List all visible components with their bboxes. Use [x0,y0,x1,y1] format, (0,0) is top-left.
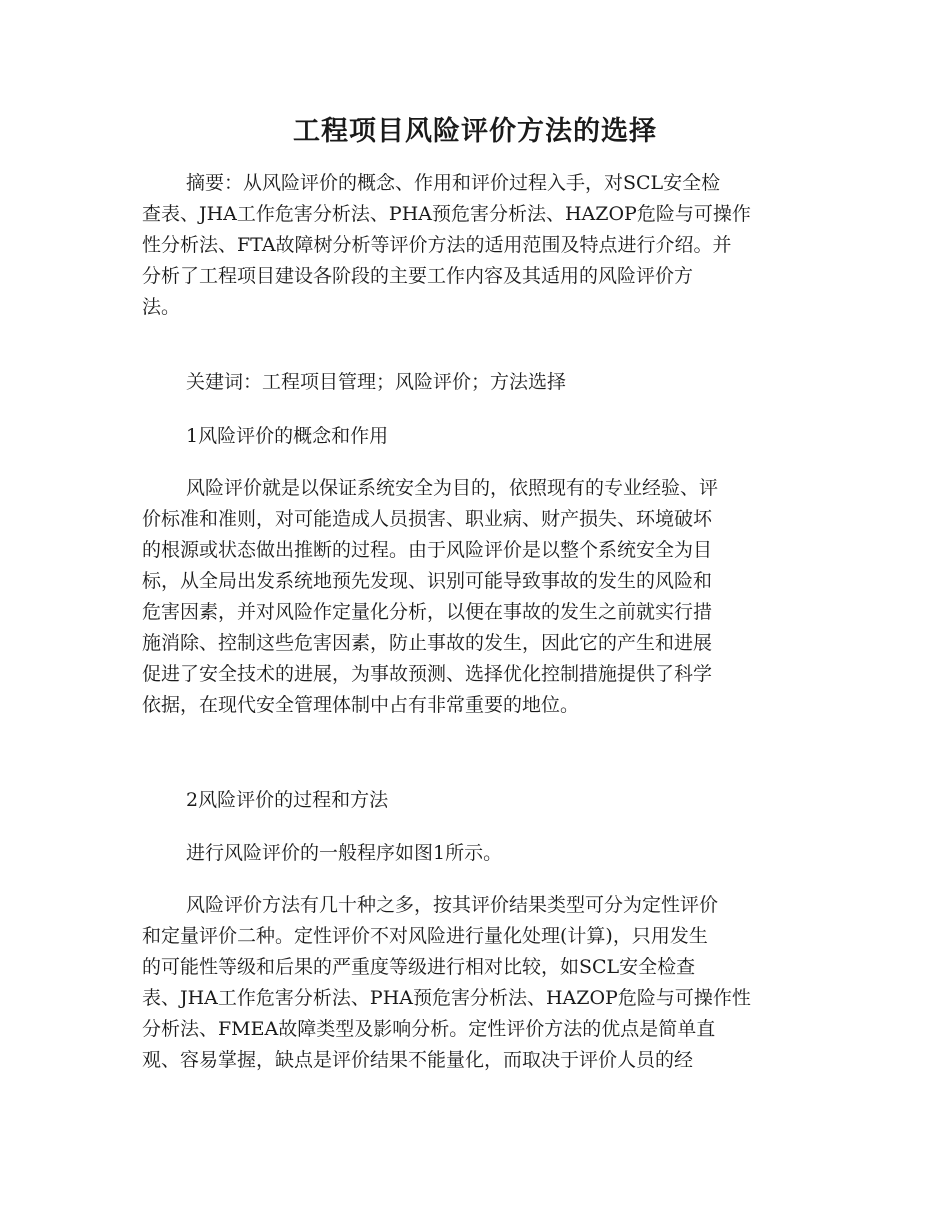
body-line: 表、JHA工作危害分析法、PHA预危害分析法、HAZOP危险与可操作性 [142,987,751,1009]
abstract-paragraph [142,168,810,323]
body-line: 风险评价方法有几十种之多，按其评价结果类型可分为定性评价 [186,894,719,916]
body-line: 施消除、控制这些危害因素，防止事故的发生，因此它的产生和进展 [142,632,713,654]
body-line: 和定量评价二种。定性评价不对风险进行量化处理(计算)，只用发生 [142,925,708,947]
section-heading-text: 2风险评价的过程和方法 [186,789,389,811]
body-line: 风险评价就是以保证系统安全为目的，依照现有的专业经验、评 [186,477,719,499]
body-line: 价标准和准则，对可能造成人员损害、职业病、财产损失、环境破坏 [142,508,713,530]
abstract-line: 性分析法、FTA故障树分析等评价方法的适用范围及特点进行介绍。并 [142,234,732,256]
abstract-line: 查表、JHA工作危害分析法、PHA预危害分析法、HAZOP危险与可操作 [142,203,751,225]
body-line: 的可能性等级和后果的严重度等级进行相对比较，如SCL安全检查 [142,956,696,978]
body-line: 进行风险评价的一般程序如图1所示。 [186,842,503,864]
body-line: 促进了安全技术的进展，为事故预测、选择优化控制措施提供了科学 [142,663,713,685]
abstract-line: 摘要：从风险评价的概念、作用和评价过程入手，对SCL安全检 [186,172,721,194]
body-line: 依据，在现代安全管理体制中占有非常重要的地位。 [142,694,580,716]
body-line: 的根源或状态做出推断的过程。由于风险评价是以整个系统安全为目 [142,539,713,561]
document-title: 工程项目风险评价方法的选择 [293,116,657,147]
body-line: 标，从全局出发系统地预先发现、识别可能导致事故的发生的风险和 [142,570,713,592]
body-line: 分析法、FMEA故障类型及影响分析。定性评价方法的优点是简单直 [142,1018,716,1040]
section-1-paragraph [142,473,810,721]
section-2-heading [142,785,810,816]
abstract-line: 分析了工程项目建设各阶段的主要工作内容及其适用的风险评价方 [142,265,694,287]
body-line: 观、容易掌握，缺点是评价结果不能量化，而取决于评价人员的经 [142,1049,694,1071]
section-2-paragraph [142,890,810,1076]
abstract-line: 法。 [142,296,181,318]
body-line: 危害因素，并对风险作定量化分析，以便在事故的发生之前就实行措 [142,601,713,623]
section-heading-text: 1风险评价的概念和作用 [186,425,389,447]
section-1-heading [142,421,810,452]
keywords-paragraph [142,367,810,398]
section-2-intro [142,838,810,869]
keywords-line: 关建词：工程项目管理；风险评价；方法选择 [186,371,567,393]
